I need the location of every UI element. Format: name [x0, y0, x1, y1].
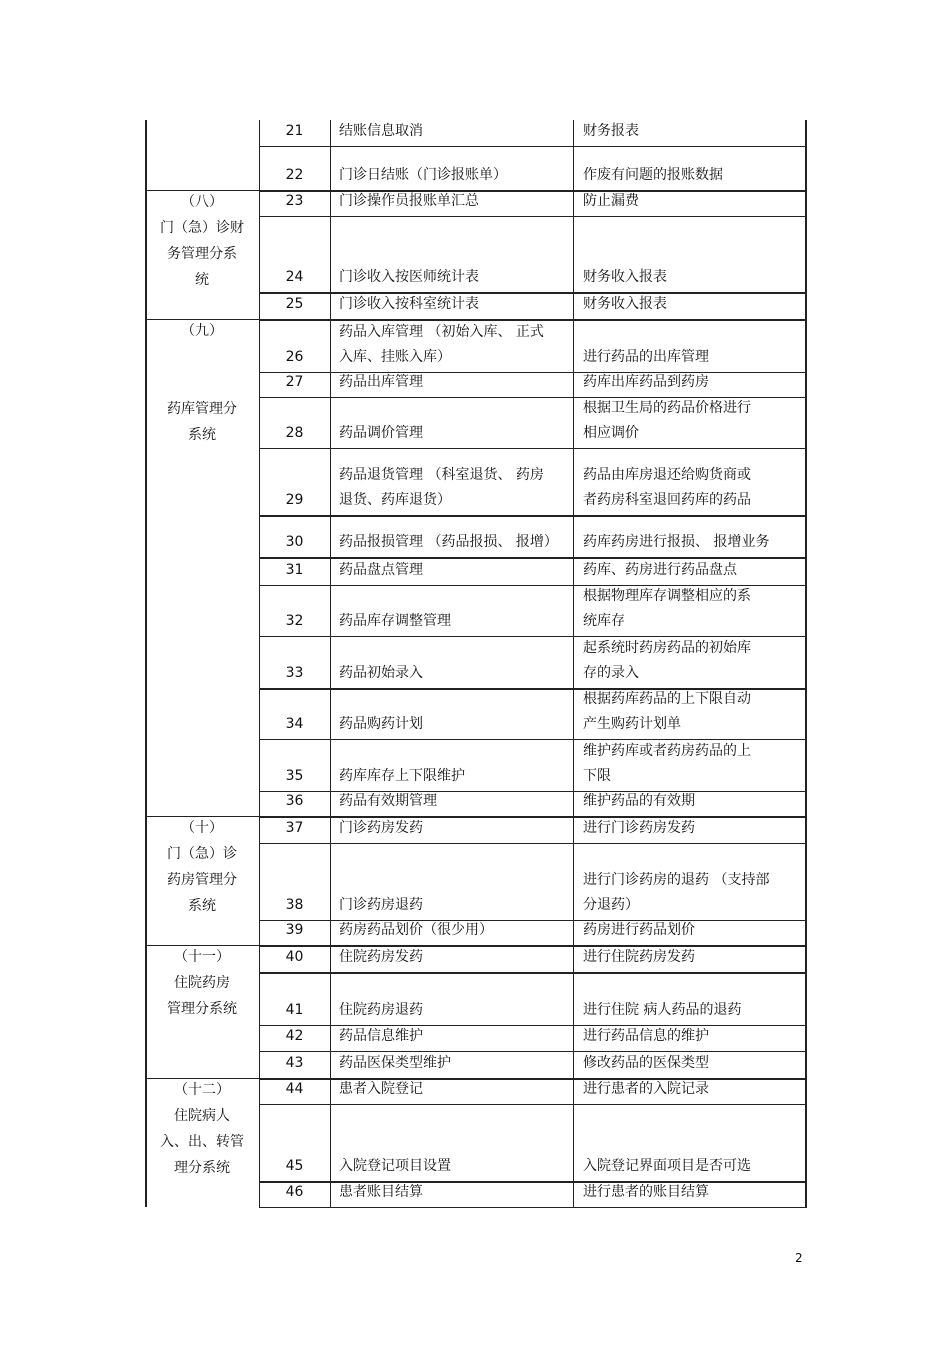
row-number-line: 26	[285, 349, 304, 365]
subsystem-category-line: 系统	[188, 898, 216, 914]
row-number-line: 35	[285, 768, 304, 784]
function-name-line: 药品库存调整管理	[339, 613, 451, 629]
row-number-line: 25	[285, 296, 304, 312]
function-name-line: 药品有效期管理	[339, 793, 437, 809]
function-description-line: 维护药品的有效期	[583, 793, 695, 809]
function-name-line: 药品盘点管理	[339, 562, 423, 578]
function-description-line: 防止漏费	[583, 193, 639, 209]
function-name-line: 退货、药库退货）	[339, 492, 451, 508]
function-name-line: 门诊日结账（门诊报账单）	[339, 167, 507, 183]
row-number-line: 46	[285, 1184, 304, 1200]
function-description-line: 分退药）	[583, 897, 639, 913]
function-name	[339, 370, 570, 395]
function-name	[339, 1077, 570, 1102]
row-number	[259, 163, 330, 188]
function-description	[583, 558, 803, 583]
subsystem-category-line: 务管理分系	[167, 246, 237, 262]
function-description-line: 存的录入	[583, 665, 639, 681]
function-description-line: 药房进行药品划价	[583, 922, 695, 938]
subsystem-category-line: 门（急）诊财	[160, 220, 244, 236]
function-description	[583, 945, 803, 970]
function-name	[339, 558, 570, 583]
subsystem-category	[147, 318, 257, 448]
row-number-line: 45	[285, 1158, 304, 1174]
function-description	[583, 918, 803, 943]
table-row-border	[259, 448, 807, 449]
function-description-line: 药品由库房退还给购货商或	[583, 467, 751, 483]
function-name-line: 药房药品划价（很少用）	[339, 922, 493, 938]
row-number-line: 24	[285, 269, 304, 285]
function-description-line: 作废有问题的报账数据	[583, 167, 723, 183]
subsystem-category-line: （八）	[181, 194, 223, 210]
subsystem-category-line: 药库管理分	[167, 401, 237, 417]
function-description	[583, 396, 803, 446]
row-number	[259, 918, 330, 943]
row-number-line: 41	[285, 1002, 304, 1018]
row-number	[259, 1024, 330, 1049]
subsystem-category-line: （十一）	[174, 949, 230, 965]
function-name-line: 门诊药房退药	[339, 897, 423, 913]
function-description-line: 药库药房进行报损、 报增业务	[583, 534, 770, 550]
function-description-line: 进行门诊药房发药	[583, 820, 695, 836]
row-number	[259, 712, 330, 737]
function-description	[583, 789, 803, 814]
function-name-line: 药品医保类型维护	[339, 1055, 451, 1071]
row-number-line: 28	[285, 425, 304, 441]
row-number-line: 42	[285, 1028, 304, 1044]
function-description-line: 财务收入报表	[583, 269, 667, 285]
function-description-line: 下限	[583, 768, 611, 784]
subsystem-category-line: 住院病人	[174, 1108, 230, 1124]
function-name-line: 药品购药计划	[339, 716, 423, 732]
row-number	[259, 119, 330, 144]
function-name	[339, 1051, 570, 1076]
subsystem-category-line: 理分系统	[174, 1160, 230, 1176]
row-number	[259, 292, 330, 317]
function-name-line: 药库库存上下限维护	[339, 768, 465, 784]
function-description-line: 根据卫生局的药品价格进行	[583, 400, 751, 416]
function-description-line: 进行住院 病人药品的退药	[583, 1002, 742, 1018]
function-description	[583, 1180, 803, 1205]
function-name	[339, 320, 570, 370]
function-description	[583, 189, 803, 214]
subsystem-category-line: 住院药房	[174, 975, 230, 991]
row-number-line: 37	[285, 820, 304, 836]
function-name	[339, 609, 570, 634]
function-name	[339, 918, 570, 943]
table-row-border	[259, 1104, 807, 1105]
subsystem-category-line	[147, 370, 257, 396]
function-name	[339, 712, 570, 737]
function-description	[583, 636, 803, 686]
function-description-line: 进行药品的出库管理	[583, 349, 709, 365]
function-description	[583, 1024, 803, 1049]
function-description-line: 入院登记界面项目是否可选	[583, 1158, 751, 1174]
function-name-line: 药品调价管理	[339, 425, 423, 441]
row-number-line: 44	[285, 1081, 304, 1097]
function-name	[339, 119, 570, 144]
row-number	[259, 893, 330, 918]
function-name-line: 门诊收入按科室统计表	[339, 296, 479, 312]
row-number-line: 38	[285, 897, 304, 913]
function-name	[339, 1024, 570, 1049]
row-number	[259, 661, 330, 686]
function-name	[339, 661, 570, 686]
function-name-line: 门诊收入按医师统计表	[339, 269, 479, 285]
function-description	[583, 345, 803, 370]
table-row-border	[259, 843, 807, 844]
subsystem-category	[147, 944, 257, 1022]
function-description	[583, 687, 803, 737]
row-number	[259, 1077, 330, 1102]
function-name-line: 住院药房退药	[339, 1002, 423, 1018]
function-name	[339, 893, 570, 918]
function-description-line: 药库、药房进行药品盘点	[583, 562, 737, 578]
function-description	[583, 1051, 803, 1076]
function-name-line: 住院药房发药	[339, 949, 423, 965]
function-description	[583, 163, 803, 188]
function-name-line: 药品报损管理 （药品报损、 报增）	[339, 534, 558, 550]
row-number-line: 34	[285, 716, 304, 732]
row-number	[259, 998, 330, 1023]
function-description-line: 进行住院药房发药	[583, 949, 695, 965]
row-number-line: 27	[285, 374, 304, 390]
table-column-border	[330, 120, 331, 1207]
function-description	[583, 530, 803, 555]
function-description-line: 修改药品的医保类型	[583, 1055, 709, 1071]
function-description-line: 相应调价	[583, 425, 639, 441]
function-name-line: 药品初始录入	[339, 665, 423, 681]
function-description	[583, 463, 803, 513]
function-name-line: 门诊操作员报账单汇总	[339, 193, 479, 209]
function-description	[583, 739, 803, 789]
subsystem-category-line: （九）	[181, 323, 223, 339]
row-number	[259, 789, 330, 814]
subsystem-category	[147, 815, 257, 919]
function-name-line: 入院登记项目设置	[339, 1158, 451, 1174]
row-number-line: 21	[285, 123, 304, 139]
function-description-line: 根据物理库存调整相应的系	[583, 588, 751, 604]
function-name-line: 结账信息取消	[339, 123, 423, 139]
row-number-line: 22	[285, 167, 304, 183]
function-description-line: 起系统时药房药品的初始库	[583, 640, 751, 656]
function-description	[583, 816, 803, 841]
table-row-border	[259, 1207, 807, 1208]
row-number-line: 43	[285, 1055, 304, 1071]
function-name	[339, 998, 570, 1023]
table-row-border	[259, 515, 807, 517]
function-description-line: 进行患者的账目结算	[583, 1184, 709, 1200]
function-name	[339, 816, 570, 841]
subsystem-category-line: （十二）	[174, 1082, 230, 1098]
function-description-line: 财务收入报表	[583, 296, 667, 312]
row-number-line: 36	[285, 793, 304, 809]
function-name	[339, 1180, 570, 1205]
row-number	[259, 530, 330, 555]
function-description	[583, 292, 803, 317]
function-name	[339, 265, 570, 290]
subsystem-category	[147, 1077, 257, 1181]
row-number-line: 30	[285, 534, 304, 550]
table-column-border	[573, 120, 574, 1207]
row-number	[259, 265, 330, 290]
row-number-line: 31	[285, 562, 304, 578]
row-number	[259, 558, 330, 583]
function-name	[339, 530, 570, 555]
function-name-line: 患者入院登记	[339, 1081, 423, 1097]
subsystem-category-line	[147, 344, 257, 370]
row-number-line: 29	[285, 492, 304, 508]
function-description-line: 根据药库药品的上下限自动	[583, 691, 751, 707]
row-number-line: 40	[285, 949, 304, 965]
function-description-line: 者药房科室退回药库的药品	[583, 492, 751, 508]
function-description-line: 财务报表	[583, 123, 639, 139]
function-name	[339, 189, 570, 214]
subsystem-category-line: 系统	[188, 427, 216, 443]
function-name-line: 患者账目结算	[339, 1184, 423, 1200]
function-description	[583, 1077, 803, 1102]
function-name	[339, 1154, 570, 1179]
row-number	[259, 1051, 330, 1076]
subsystem-category-line: 管理分系统	[167, 1001, 237, 1017]
page-number: 2	[795, 1251, 803, 1265]
row-number	[259, 945, 330, 970]
function-description	[583, 1154, 803, 1179]
row-number	[259, 764, 330, 789]
subsystem-category-line: 门（急）诊	[167, 846, 237, 862]
table-row-border	[259, 146, 807, 147]
function-description-line: 维护药库或者药房药品的上	[583, 743, 751, 759]
function-description-line: 进行药品信息的维护	[583, 1028, 709, 1044]
function-description	[583, 998, 803, 1023]
function-name	[339, 292, 570, 317]
function-name	[339, 421, 570, 446]
function-name-line: 药品信息维护	[339, 1028, 423, 1044]
function-description	[583, 119, 803, 144]
table-row-border	[259, 972, 807, 974]
subsystem-category-line: 入、出、转管	[160, 1134, 244, 1150]
function-name-line: 入库、挂账入库）	[339, 349, 451, 365]
function-name	[339, 945, 570, 970]
row-number	[259, 1180, 330, 1205]
row-number	[259, 370, 330, 395]
row-number-line: 33	[285, 665, 304, 681]
row-number-line: 23	[285, 193, 304, 209]
row-number-line: 39	[285, 922, 304, 938]
subsystem-category	[147, 189, 257, 293]
function-description-line: 产生购药计划单	[583, 716, 681, 732]
function-description-line: 药库出库药品到药房	[583, 374, 709, 390]
row-number	[259, 816, 330, 841]
function-description-line: 统库存	[583, 613, 625, 629]
function-name	[339, 789, 570, 814]
function-description-line: 进行患者的入院记录	[583, 1081, 709, 1097]
row-number	[259, 345, 330, 370]
function-name	[339, 163, 570, 188]
subsystem-category-line: 统	[195, 272, 209, 288]
row-number	[259, 488, 330, 513]
row-number	[259, 609, 330, 634]
function-description-line: 进行门诊药房的退药 （支持部	[583, 872, 770, 888]
table-row-border	[259, 216, 807, 217]
row-number	[259, 189, 330, 214]
subsystem-category-line: 药房管理分	[167, 872, 237, 888]
function-name-line: 药品入库管理 （初始入库、 正式	[339, 324, 544, 340]
function-name	[339, 463, 570, 513]
function-description	[583, 584, 803, 634]
function-name-line: 药品出库管理	[339, 374, 423, 390]
function-name	[339, 764, 570, 789]
function-name-line: 门诊药房发药	[339, 820, 423, 836]
function-description	[583, 265, 803, 290]
function-name-line: 药品退货管理 （科室退货、 药房	[339, 467, 544, 483]
row-number	[259, 1154, 330, 1179]
table-column-border	[805, 120, 807, 1207]
function-description	[583, 370, 803, 395]
row-number-line: 32	[285, 613, 304, 629]
subsystem-category-line: （十）	[181, 820, 223, 836]
function-description	[583, 868, 803, 918]
row-number	[259, 421, 330, 446]
